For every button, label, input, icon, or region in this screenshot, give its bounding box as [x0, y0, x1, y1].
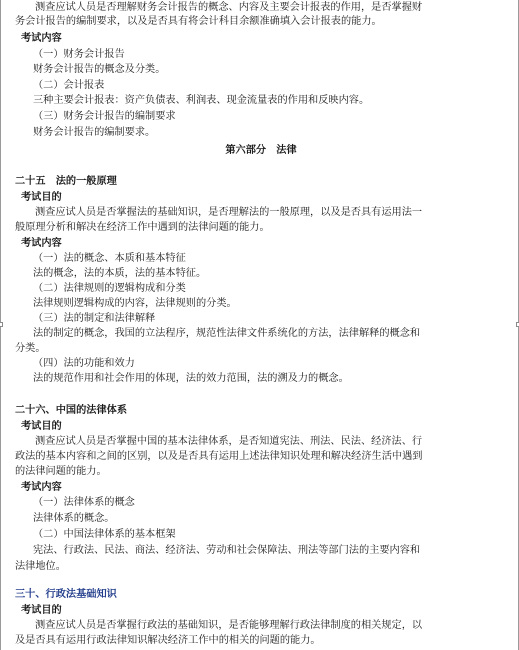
text-line: 考试目的 [21, 605, 62, 616]
text-line: （三）财务会计报告的编制要求 [33, 111, 176, 122]
text-line: 第六部分 法律 [225, 145, 297, 156]
text-line: 财务会计报告的编制要求。 [33, 127, 156, 138]
text-line: （二）会计报表 [33, 80, 105, 91]
text-line: （四）法的功能和效力 [33, 358, 135, 369]
text-line: 宪法、行政法、民法、商法、经济法、劳动和社会保障法、刑法等部门法的主要内容和 [33, 545, 421, 556]
text-line: （二）中国法律体系的基本框架 [33, 529, 176, 540]
text-line: 的法律问题的能力。 [15, 466, 107, 477]
text-line: 般原理分析和解决在经济工作中遇到的法律问题的能力。 [15, 222, 270, 233]
text-line: 及是否具有运用行政法律知识解决经济工作中的相关的问题的能力。 [15, 635, 321, 646]
text-line: （一）财务会计报告 [33, 49, 125, 60]
text-line: 分类。 [15, 343, 46, 354]
text-line: 测查应试人员是否掌握行政法的基础知识，是否能够理解行政法律制度的相关规定，以 [35, 620, 423, 631]
text-line: 考试目的 [21, 421, 62, 432]
text-line: 法律体系的概念。 [33, 513, 115, 524]
text-line: （三）法的制定和法律解释 [33, 313, 156, 324]
text-line: （二）法律规则的逻辑构成和分类 [33, 283, 186, 294]
text-line: 考试内容 [21, 238, 62, 249]
left-resize-handle[interactable] [0, 322, 3, 327]
text-line: 三种主要会计报表：资产负债表、利润表、现金流量表的作用和反映内容。 [33, 95, 370, 106]
text-line: 测查应试人员是否掌握中国的基本法律体系，是否知道宪法、刑法、民法、经济法、行 [35, 436, 423, 447]
text-line: 测查应试人员是否理解财务会计报告的概念、内容及主要会计报表的作用，是否掌握财 [35, 2, 423, 13]
text-line: 测查应试人员是否掌握法的基础知识，是否理解法的一般原理，以及是否具有运用法一 [35, 207, 423, 218]
text-line: 法的规范作用和社会作用的体现，法的效力范围，法的溯及力的概念。 [33, 373, 349, 384]
text-line: 考试目的 [21, 192, 62, 203]
text-line: 法律规则逻辑构成的内容，法律规则的分类。 [33, 298, 237, 309]
text-line: 务会计报告的编制要求，以及是否具有将会计科目余额准确填入会计报表的能力。 [15, 16, 382, 27]
text-line: 财务会计报告的概念及分类。 [33, 64, 166, 75]
text-line: 考试内容 [21, 33, 62, 44]
text-line: 法的制定的概念，我国的立法程序，规范性法律文件系统化的方法，法律解释的概念和 [33, 328, 421, 339]
text-line: 二十六、中国的法律体系 [15, 405, 128, 416]
text-line: 法律地位。 [15, 561, 66, 572]
text-line: 考试内容 [21, 482, 62, 493]
text-line: 法的概念，法的本质，法的基本特征。 [33, 268, 207, 279]
text-line: 政法的基本内容和之间的区别，以及是否具有运用上述法律知识处理和解决经济生活中遇到 [15, 451, 423, 462]
text-line: 三十、行政法基础知识 [15, 589, 117, 600]
text-line: （一）法的概念、本质和基本特征 [33, 253, 186, 264]
text-line: 二十五 法的一般原理 [15, 176, 117, 187]
text-line: （一）法律体系的概念 [33, 497, 135, 508]
